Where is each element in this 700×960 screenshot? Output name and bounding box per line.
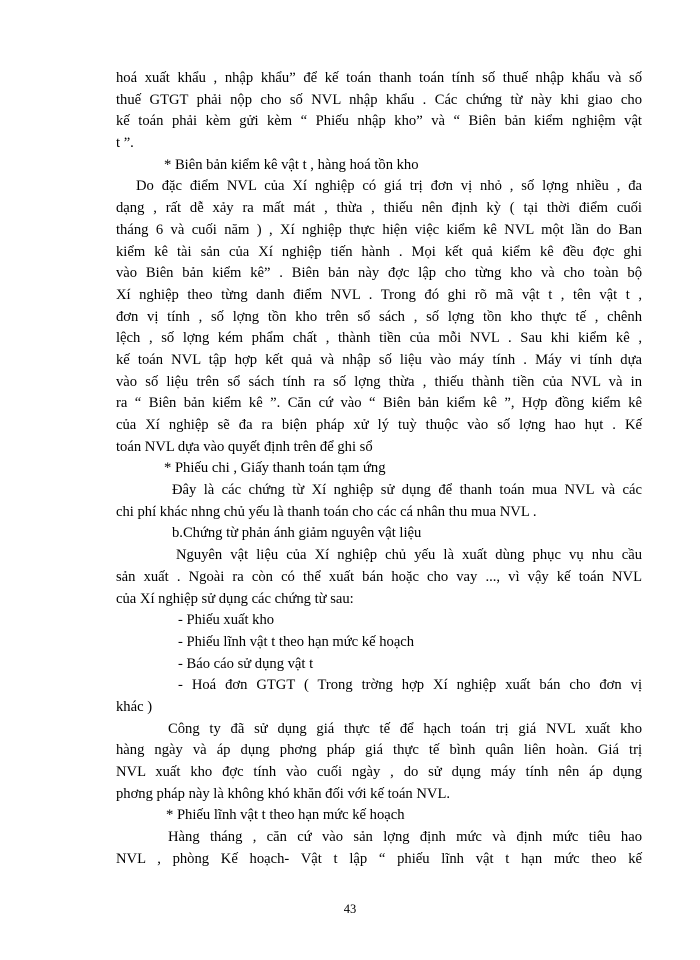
list-item: - Báo cáo sử dụng vật t: [178, 655, 314, 672]
text-line: Nguyên vật liệu của Xí nghiệp chủ yếu là xuất dùng phục vụ nhu cầu: [176, 547, 642, 564]
text-line: Công ty đã sử dụng giá thực tế để hạch toán trị giá NVL xuất kho: [168, 720, 642, 737]
text-line: kế toán NVL tập hợp kết quả và nhập số liệu vào máy tính . Máy vi tính dựa: [116, 351, 642, 368]
text-line: đơn vị tính , số lợng tồn kho trên sổ sách , số lợng tồn kho thực tế , chênh: [116, 308, 642, 325]
text-line: Đây là các chứng từ Xí nghiệp sử dụng để thanh toán mua NVL và các: [172, 482, 642, 499]
text-line: thuế GTGT phải nộp cho số NVL nhập khẩu . Các chứng từ này khi giao cho: [116, 91, 642, 108]
text-line: kế toán phải kèm gửi kèm “ Phiếu nhập kho” và “ Biên bản kiểm nghiệm vật: [116, 113, 642, 130]
text-line: NVL , phòng Kế hoạch- Vật t lập “ phiếu lĩnh vật t hạn mức theo kế: [116, 850, 642, 867]
text-line: NVL xuất kho đợc tính vào cuối ngày , do sử dụng máy tính nên áp dụng: [116, 764, 642, 780]
text-line: hoá xuất khẩu , nhập khẩu” để kế toán thanh toán tính số thuế nhập khẩu và số: [116, 70, 642, 86]
text-line: vào số liệu trên sổ sách tính ra số lợng thừa , thiếu thành tiền của NVL và in: [116, 373, 642, 390]
text-line: vào Biên bản kiểm kê” . Biên bản này đợc lập cho từng kho và cho toàn bộ: [116, 265, 642, 282]
section-heading: * Biên bản kiểm kê vật t , hàng hoá tồn kho: [164, 156, 419, 173]
section-heading: * Phiếu lĩnh vật t theo hạn mức kế hoạch: [166, 807, 405, 824]
text-line: kiểm kê tài sản của Xí nghiệp tiến hành . Mọi kết quả kiểm kê đều đợc ghi: [116, 243, 642, 260]
text-line: t ”.: [116, 135, 134, 152]
text-line: chi phí khác nhng chủ yếu là thanh toán cho các cá nhân thu mua NVL .: [116, 503, 537, 520]
page-number: 43: [343, 902, 357, 916]
document-page: [116, 68, 642, 870]
section-heading: * Phiếu chi , Giấy thanh toán tạm ứng: [164, 460, 386, 477]
text-line: hàng ngày và áp dụng phơng pháp giá thực tế bình quân liên hoàn. Giá trị: [116, 742, 642, 759]
text-line: dạng , rất dễ xảy ra mất mát , thừa , thiếu nên định kỳ ( tại thời điểm cuối: [116, 200, 642, 217]
list-item: - Hoá đơn GTGT ( Trong trờng hợp Xí nghiệp xuất bán cho đơn vị: [178, 677, 642, 694]
text-line: sản xuất . Ngoài ra còn có thể xuất bán hoặc cho vay ..., vì vậy kế toán NVL: [116, 568, 642, 585]
text-line: phơng pháp này là không khó khăn đối với kế toán NVL.: [116, 785, 451, 802]
text-line: toán NVL dựa vào quyết định trên để ghi sổ: [116, 438, 373, 455]
text-line: Hàng tháng , căn cứ vào sản lợng định mức và định mức tiêu hao: [168, 829, 642, 846]
text-line: của Xí nghiệp sử dụng các chứng từ sau:: [116, 590, 354, 607]
text-line: của Xí nghiệp sẽ đa ra biện pháp xử lý tuỳ thuộc vào số lợng hao hụt . Kế: [116, 417, 642, 433]
list-item: - Phiếu lĩnh vật t theo hạn mức kế hoạch: [178, 633, 415, 650]
text-line: tháng 6 và cuối năm ) , Xí nghiệp thực hiện việc kiểm kê NVL một lần do Ban: [116, 221, 642, 238]
text-line: Do đặc điểm NVL của Xí nghiệp có giá trị đơn vị nhỏ , số lợng nhiều , đa: [136, 178, 642, 195]
text-line: Xí nghiệp theo từng danh điểm NVL . Trong đó ghi rõ mã vật t , tên vật t ,: [116, 286, 642, 303]
text-line: khác ): [116, 698, 153, 715]
list-item: - Phiếu xuất kho: [178, 612, 275, 629]
text-line: ra “ Biên bản kiểm kê ”. Căn cứ vào “ Biên bản kiểm kê ”, Hợp đồng kiểm kê: [116, 395, 642, 412]
subsection-heading: b.Chứng từ phản ánh giảm nguyên vật liệu: [172, 525, 422, 542]
text-line: lệch , số lợng kém phẩm chất , thành tiền của mỗi NVL . Sau khi kiểm kê ,: [116, 330, 642, 347]
